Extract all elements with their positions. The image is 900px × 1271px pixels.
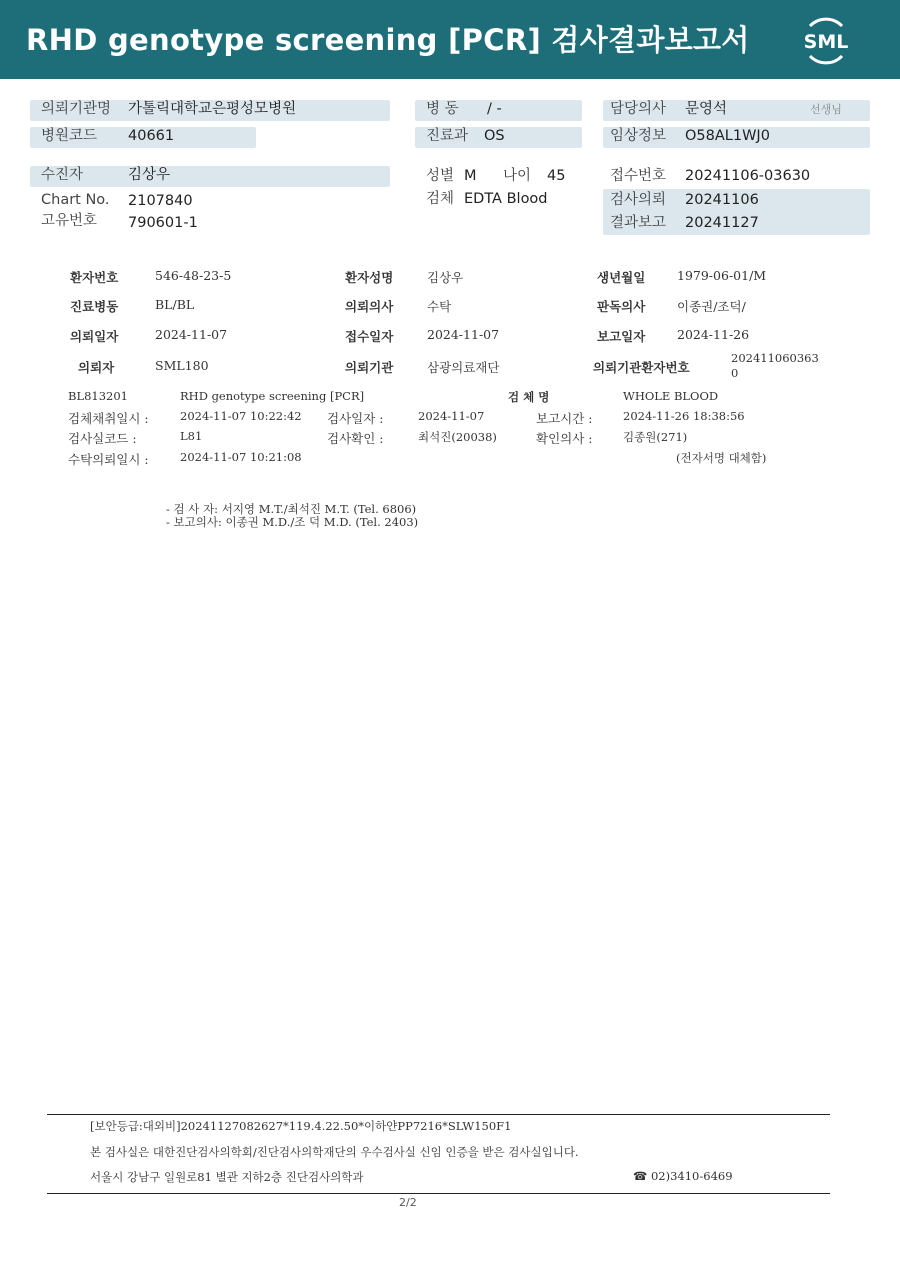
age-label: 나이 (503, 168, 532, 184)
page-number: 2/2 (399, 1196, 417, 1209)
ref-inst-label: 의뢰기관 (345, 360, 394, 375)
reporter-line: - 보고의사: 이종권 M.D./조 덕 M.D. (Tel. 2403) (166, 515, 419, 529)
footer-top-rule (47, 1114, 830, 1115)
sex-value: M (464, 168, 477, 184)
esign-note: (전자서명 대체함) (676, 451, 767, 465)
cert-line: 본 검사실은 대한진단검사의학회/진단검사의학재단의 우수검사실 신임 인증을 받은 검사실입니다. (90, 1145, 579, 1159)
report-time-value: 2024-11-26 18:38:56 (623, 409, 745, 423)
recv-date-value: 2024-11-07 (427, 327, 500, 342)
dob-label: 생년월일 (597, 270, 646, 285)
security-line: [보안등급:대외비]20241127082627*119.4.22.50*이하얀PP7216*SLW150F1 (90, 1119, 512, 1133)
req-date-value: 2024-11-07 (155, 327, 228, 342)
consign-value: 2024-11-07 10:21:08 (180, 450, 302, 464)
patient-value: 김상우 (128, 167, 171, 183)
patient-name-value: 김상우 (427, 270, 464, 285)
request-value: 20241106 (685, 192, 759, 208)
collect-label: 검체채취일시 : (68, 411, 149, 426)
reading-doctor-value: 이종권/조덕/ (677, 299, 746, 314)
unique-label: 고유번호 (41, 213, 98, 229)
ref-doctor-value: 수탁 (427, 299, 452, 314)
age-value: 45 (547, 168, 566, 184)
inst-label: 의뢰기관명 (41, 101, 112, 117)
doctor-label: 담당의사 (610, 101, 667, 117)
hosp-code-label: 병원코드 (41, 128, 98, 144)
patient-no-label: 환자번호 (70, 270, 119, 285)
lab-code-value: L81 (180, 429, 203, 443)
test-name: RHD genotype screening [PCR] (180, 389, 365, 403)
report-header (0, 0, 900, 79)
ref-inst-pt-value-cont: 0 (731, 366, 739, 380)
req-date-label: 의뢰일자 (70, 329, 119, 344)
clinical-value: O58AL1WJ0 (685, 128, 770, 144)
logo-text: SML (803, 31, 849, 53)
unique-value: 790601-1 (128, 215, 198, 231)
consign-label: 수탁의뢰일시 : (68, 452, 149, 467)
ward-detail-label: 진료병동 (70, 299, 119, 314)
test-code: BL813201 (68, 389, 128, 403)
ward-value: / - (487, 101, 502, 117)
patient-no-value: 546-48-23-5 (155, 268, 232, 283)
recv-date-label: 접수일자 (345, 329, 394, 344)
ref-inst-pt-label: 의뢰기관환자번호 (593, 360, 690, 375)
doctor-value: 문영석 (685, 101, 728, 117)
ref-inst-value: 삼광의료재단 (427, 360, 500, 375)
sml-logo-icon (796, 12, 856, 68)
confirm-label: 검사확인 : (327, 431, 384, 446)
report-date-label: 보고일자 (597, 329, 646, 344)
report-value: 20241127 (685, 215, 759, 231)
chart-value: 2107840 (128, 193, 193, 209)
phone-line: ☎ 02)3410-6469 (633, 1169, 733, 1183)
request-label: 검사의뢰 (610, 192, 667, 208)
chart-label: Chart No. (41, 192, 110, 208)
specimen-name-value: WHOLE BLOOD (623, 389, 719, 403)
tester-line: - 검 사 자: 서지영 M.T./최석진 M.T. (Tel. 6806) (166, 502, 417, 516)
footer-bottom-rule (47, 1193, 830, 1194)
requester-label: 의뢰자 (78, 360, 115, 375)
specimen-name-label: 검 체 명 (508, 390, 550, 404)
report-label: 결과보고 (610, 215, 667, 231)
report-time-label: 보고시간 : (536, 411, 593, 426)
lab-code-label: 검사실코드 : (68, 431, 137, 446)
address-line: 서울시 강남구 일원로81 별관 지하2층 진단검사의학과 (90, 1170, 364, 1184)
report-title: RHD genotype screening [PCR] 검사결과보고서 (26, 23, 750, 57)
specimen-label: 검체 (426, 191, 455, 207)
patient-box (30, 166, 390, 187)
test-date-label: 검사일자 : (327, 411, 384, 426)
reading-doctor-label: 판독의사 (597, 299, 646, 314)
requester-value: SML180 (155, 358, 209, 373)
accession-value: 20241106-03630 (685, 168, 811, 184)
report-date-value: 2024-11-26 (677, 327, 750, 342)
patient-label: 수진자 (41, 167, 84, 183)
collect-value: 2024-11-07 10:22:42 (180, 409, 302, 423)
specimen-value: EDTA Blood (464, 191, 548, 207)
ward-detail-value: BL/BL (155, 297, 195, 312)
patient-name-label: 환자성명 (345, 270, 394, 285)
ward-label: 병 동 (426, 101, 459, 117)
clinical-label: 임상정보 (610, 128, 667, 144)
confirm-value: 최석진(20038) (418, 430, 497, 444)
ref-doctor-label: 의뢰의사 (345, 299, 394, 314)
ref-inst-pt-value: 202411060363 (731, 351, 819, 365)
confirm-doc-label: 확인의사 : (536, 431, 593, 446)
hosp-code-value: 40661 (128, 128, 175, 144)
dept-value: OS (484, 128, 505, 144)
doctor-suffix: 선생님 (810, 103, 842, 116)
dob-value: 1979-06-01/M (677, 268, 767, 283)
confirm-doc-value: 김종원(271) (623, 430, 688, 444)
sex-label: 성별 (426, 168, 455, 184)
test-date-value: 2024-11-07 (418, 409, 485, 423)
dept-label: 진료과 (426, 128, 469, 144)
inst-value: 가톨릭대학교은평성모병원 (128, 101, 297, 117)
accession-label: 접수번호 (610, 168, 667, 184)
